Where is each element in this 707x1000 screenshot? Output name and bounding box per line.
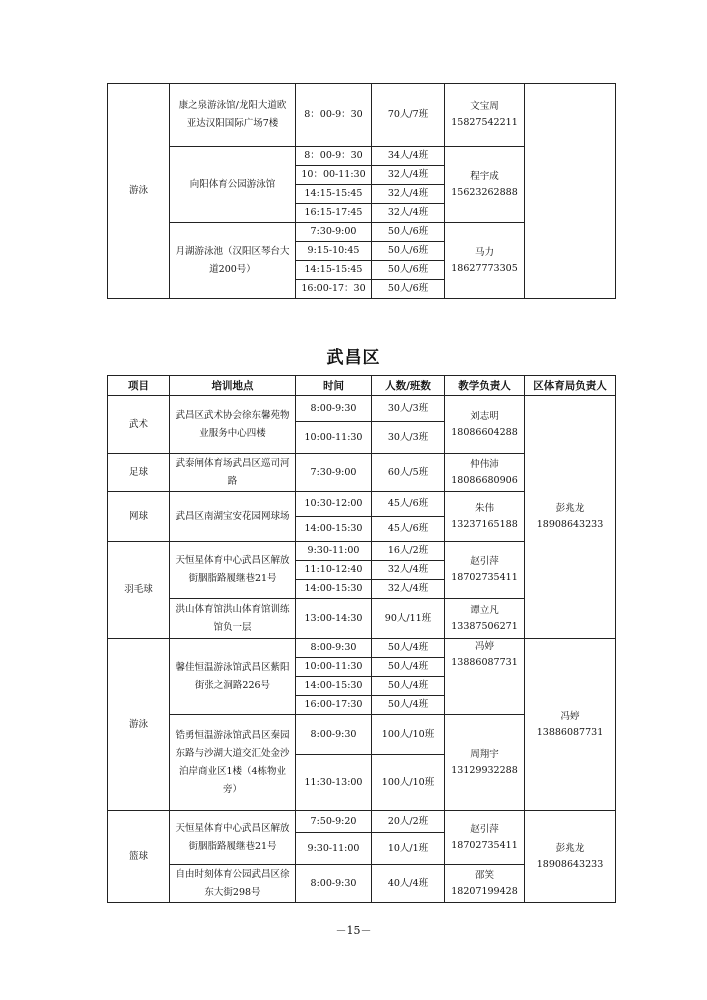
session-time: 11:30-13:00	[296, 755, 372, 811]
sport-cell: 篮球	[108, 811, 170, 903]
session-time: 8：00-9：30	[296, 84, 372, 147]
sport-cell: 羽毛球	[108, 542, 170, 639]
teacher-contact	[445, 639, 525, 715]
teacher-name: 赵引萍	[470, 556, 499, 567]
wuchang-table	[107, 375, 616, 903]
session-time: 9:15-10:45	[296, 242, 372, 261]
teacher-contact	[445, 492, 525, 542]
venue-location: 馨佳恒温游泳馆武昌区紫阳街张之洞路226号	[170, 639, 296, 715]
session-people: 50人/4班	[372, 639, 445, 658]
session-time: 8：00-9：30	[296, 147, 372, 166]
teacher-contact	[445, 865, 525, 903]
venue-location: 武昌区武术协会徐东馨苑物业服务中心四楼	[170, 396, 296, 454]
teacher-name: 朱伟	[474, 502, 494, 514]
session-people: 60人/5班	[372, 454, 445, 492]
teacher-name: 周翔宇	[470, 748, 499, 760]
session-people: 30人/3班	[372, 396, 445, 422]
teacher-name: 马力	[474, 246, 494, 258]
bureau-phone: 18908643233	[536, 519, 604, 530]
session-time: 10：00-11:30	[296, 166, 372, 185]
session-time: 16:00-17:30	[296, 696, 372, 715]
session-time: 10:30-12:00	[296, 492, 372, 517]
session-time: 14:15-15:45	[296, 261, 372, 280]
teacher-phone: 18086680906	[451, 474, 518, 486]
session-time: 16:00-17：30	[296, 280, 372, 299]
bureau-name: 彭兆龙	[555, 503, 585, 514]
session-people: 34人/4班	[372, 147, 445, 166]
teacher-name: 刘志明	[470, 410, 499, 422]
sport-cell: 网球	[108, 492, 170, 542]
session-people: 70人/7班	[372, 84, 445, 147]
header-bureau: 区体育局负责人	[525, 376, 616, 396]
sport-cell: 游泳	[108, 84, 170, 299]
venue-location: 月湖游泳池（汉阳区琴台大道200号）	[170, 223, 296, 299]
venue-location: 天恒星体育中心武昌区解放街胭脂路履继巷21号	[170, 542, 296, 599]
teacher-contact	[445, 147, 525, 223]
venue-location: 洪山体育馆洪山体育馆训练馆负一层	[170, 599, 296, 639]
session-time: 7:30-9:00	[296, 454, 372, 492]
session-time: 16:15-17:45	[296, 204, 372, 223]
session-time: 8:00-9:30	[296, 865, 372, 903]
session-people: 32人/4班	[372, 561, 445, 580]
session-time: 8:00-9:30	[296, 639, 372, 658]
venue-location: 锆勇恒温游泳馆武昌区秦园东路与沙湖大道交汇处金沙泊岸商业区1楼（4栋物业旁）	[170, 715, 296, 811]
bureau-name: 彭兆龙	[555, 842, 585, 854]
venue-location: 武昌区南湖宝安花园网球场	[170, 492, 296, 542]
session-time: 11:10-12:40	[296, 561, 372, 580]
bureau-cell-empty	[525, 84, 616, 299]
header-people: 人数/班数	[372, 376, 445, 396]
session-people: 20人/2班	[372, 811, 445, 833]
teacher-contact	[445, 223, 525, 299]
header-time: 时间	[296, 376, 372, 396]
session-time: 8:00-9:30	[296, 396, 372, 422]
session-people: 50人/4班	[372, 696, 445, 715]
bureau-phone: 18908643233	[536, 858, 604, 870]
session-people: 32人/4班	[372, 166, 445, 185]
session-people: 50人/6班	[372, 242, 445, 261]
teacher-phone: 18086604288	[451, 426, 518, 438]
teacher-phone: 18627773305	[451, 262, 518, 274]
teacher-name: 邵笑	[474, 869, 494, 881]
teacher-name: 文宝周	[470, 101, 499, 112]
session-time: 10:00-11:30	[296, 658, 372, 677]
session-people: 90人/11班	[372, 599, 445, 639]
header-row	[108, 376, 616, 396]
venue-location: 天恒星体育中心武昌区解放街胭脂路履继巷21号	[170, 811, 296, 865]
teacher-name: 程宇成	[470, 170, 499, 182]
teacher-phone: 13886087731	[451, 657, 518, 668]
venue-location: 向阳体育公园游泳馆	[170, 147, 296, 223]
bureau-contact	[525, 396, 616, 639]
teacher-phone: 18207199428	[451, 885, 518, 897]
teacher-phone: 15623262888	[451, 186, 518, 198]
session-people: 32人/4班	[372, 580, 445, 599]
teacher-name: 仲伟沛	[470, 458, 499, 470]
session-people: 50人/4班	[372, 658, 445, 677]
session-time: 10:00-11:30	[296, 422, 372, 454]
teacher-contact	[445, 715, 525, 811]
teacher-name: 赵引萍	[470, 823, 499, 835]
session-time: 14:00-15:30	[296, 677, 372, 696]
page-number: －15－	[335, 924, 372, 937]
session-time: 9:30-11:00	[296, 542, 372, 561]
session-time: 14:00-15:30	[296, 517, 372, 542]
bureau-name: 冯婷	[560, 710, 580, 722]
session-people: 32人/4班	[372, 204, 445, 223]
session-time: 7:50-9:20	[296, 811, 372, 833]
teacher-contact	[445, 811, 525, 865]
session-people: 100人/10班	[372, 755, 445, 811]
header-sport: 项目	[108, 376, 170, 396]
teacher-phone: 15827542211	[451, 117, 518, 128]
session-time: 7:30-9:00	[296, 223, 372, 242]
session-people: 32人/4班	[372, 185, 445, 204]
venue-location: 康之泉游泳馆/龙阳大道欧亚达汉阳国际广场7楼	[170, 84, 296, 147]
session-time: 14:00-15:30	[296, 580, 372, 599]
header-teacher: 教学负责人	[445, 376, 525, 396]
session-people: 45人/6班	[372, 492, 445, 517]
venue-location: 武泰闸体育场武昌区巡司河路	[170, 454, 296, 492]
venue-location: 自由时刻体育公园武昌区徐东大街298号	[170, 865, 296, 903]
session-time: 14:15-15:45	[296, 185, 372, 204]
teacher-name: 冯婷	[474, 641, 494, 652]
session-people: 50人/6班	[372, 223, 445, 242]
teacher-phone: 13387506271	[451, 620, 518, 632]
session-people: 100人/10班	[372, 715, 445, 755]
session-time: 8:00-9:30	[296, 715, 372, 755]
header-location: 培训地点	[170, 376, 296, 396]
session-people: 50人/4班	[372, 677, 445, 696]
teacher-phone: 18702735411	[451, 839, 518, 851]
session-time: 13:00-14:30	[296, 599, 372, 639]
sport-cell: 武术	[108, 396, 170, 454]
sport-cell: 足球	[108, 454, 170, 492]
bureau-contact	[525, 639, 616, 811]
sport-cell: 游泳	[108, 639, 170, 811]
session-people: 45人/6班	[372, 517, 445, 542]
teacher-contact	[445, 542, 525, 599]
session-people: 40人/4班	[372, 865, 445, 903]
section-title: 武昌区	[326, 348, 381, 368]
teacher-phone: 13237165188	[451, 518, 518, 530]
session-people: 30人/3班	[372, 422, 445, 454]
session-time: 9:30-11:00	[296, 833, 372, 865]
teacher-name: 谭立凡	[470, 604, 499, 616]
hanyang-swimming-table	[107, 83, 616, 299]
session-people: 50人/6班	[372, 280, 445, 299]
teacher-phone: 13129932288	[451, 764, 518, 776]
session-people: 50人/6班	[372, 261, 445, 280]
teacher-contact	[445, 84, 525, 147]
session-people: 10人/1班	[372, 833, 445, 865]
bureau-phone: 13886087731	[536, 726, 604, 738]
session-people: 16人/2班	[372, 542, 445, 561]
bureau-contact	[525, 811, 616, 903]
teacher-contact	[445, 396, 525, 454]
teacher-contact	[445, 599, 525, 639]
teacher-contact	[445, 454, 525, 492]
teacher-phone: 18702735411	[451, 572, 518, 583]
